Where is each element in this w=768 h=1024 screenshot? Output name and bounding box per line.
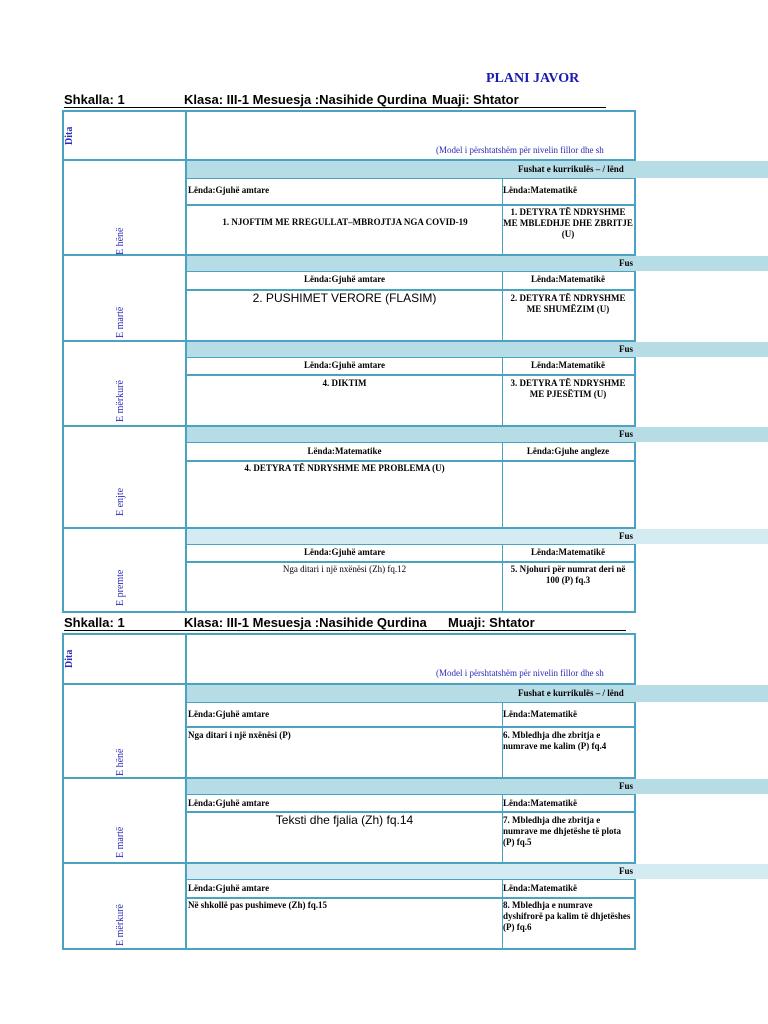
- header-underline: [64, 630, 626, 631]
- lesson-cell: Nga ditari i një nxënësi (P): [188, 730, 291, 740]
- day-label: E mërkurë: [115, 904, 126, 946]
- fushat-band: Fus: [187, 256, 768, 271]
- lesson-cell: 2. PUSHIMET VERORE (FLASIM): [252, 291, 437, 305]
- fushat-band: Fus: [187, 864, 768, 879]
- lesson-cell: 1. DETYRA TË NDRYSHME ME MBLEDHJE DHE ZBRITJE (U): [503, 207, 633, 239]
- day-label: E martë: [115, 826, 126, 858]
- header-underline: [64, 107, 606, 108]
- fushat-band: Fushat e kurrikulës – / lënd: [187, 685, 768, 702]
- lenda-label: Lënda:Gjuhë amtare: [303, 547, 386, 557]
- lenda-label: Lënda:Gjuhë amtare: [303, 274, 386, 284]
- day-label: E hënë: [115, 227, 126, 255]
- lenda-label: Lënda:Matematikë: [503, 185, 577, 195]
- day-label: E enjte: [115, 487, 126, 516]
- lenda-label: Lënda:Matematikë: [531, 547, 605, 557]
- lenda-label: Lënda:Matematikë: [503, 883, 577, 893]
- fushat-band: Fushat e kurrikulës – / lënd: [187, 161, 768, 178]
- fushat-band: Fus: [187, 342, 768, 357]
- lesson-cell: 6. Mbledhja dhe zbritja e numrave me kalim (P) fq.4: [503, 730, 607, 751]
- fushat-band: Fus: [187, 529, 768, 544]
- model-note: (Model i përshtatshëm për nivelin fillor dhe sh: [436, 668, 604, 678]
- header-shkalla: Shkalla: 1: [64, 92, 125, 107]
- lesson-cell: 7. Mbledhja dhe zbritja e numrave me dhjetëshe të plota (P) fq.5: [503, 815, 621, 847]
- header-shkalla: Shkalla: 1: [64, 615, 125, 630]
- lesson-cell: 1. NJOFTIM ME RREGULLAT–MBROJTJA NGA COVID-19: [222, 217, 468, 227]
- day-label: E premte: [115, 569, 126, 606]
- lenda-label: Lënda:Gjuhë amtare: [303, 360, 386, 370]
- header-klasa: Klasa: III-1 Mesuesja :Nasihide Qurdina: [184, 92, 427, 107]
- fushat-band: Fus: [187, 779, 768, 794]
- lenda-label: Lënda:Gjuhë amtare: [188, 185, 270, 195]
- lesson-cell: Në shkollë pas pushimeve (Zh) fq.15: [188, 900, 328, 910]
- day-label: E martë: [115, 306, 126, 338]
- lesson-cell: 2. DETYRA TË NDRYSHME ME SHUMËZIM (U): [510, 293, 626, 314]
- lenda-label: Lënda:Matematikë: [531, 360, 605, 370]
- lesson-cell: 3. DETYRA TË NDRYSHME ME PJESËTIM (U): [510, 378, 626, 399]
- header-klasa: Klasa: III-1 Mesuesja :Nasihide Qurdina: [184, 615, 427, 630]
- fushat-band: Fus: [187, 427, 768, 442]
- lesson-cell: 8. Mbledhja e numrave dyshifrorë pa kalim të dhjetëshes (P) fq.6: [503, 900, 631, 932]
- lesson-cell: Nga ditari i një nxënësi (Zh) fq.12: [282, 564, 407, 574]
- header-muaji: Muaji: Shtator: [432, 92, 519, 107]
- lesson-cell: 4. DIKTIM: [322, 378, 367, 388]
- dita-label: Dita: [64, 126, 75, 145]
- day-label: E hënë: [115, 748, 126, 776]
- lenda-label: Lënda:Matematikë: [531, 274, 605, 284]
- dita-label: Dita: [64, 649, 75, 668]
- lenda-label: Lënda:Gjuhë amtare: [188, 798, 270, 808]
- lenda-label: Lënda:Gjuhë amtare: [188, 883, 270, 893]
- day-label: E mërkurë: [115, 380, 126, 422]
- lesson-cell: Teksti dhe fjalia (Zh) fq.14: [275, 813, 414, 827]
- lesson-cell: 5. Njohuri për numrat deri në 100 (P) fq.3: [510, 564, 626, 585]
- lenda-label: Lënda:Matematikë: [503, 798, 577, 808]
- header-muaji: Muaji: Shtator: [448, 615, 535, 630]
- lesson-cell: 4. DETYRA TË NDRYSHME ME PROBLEMA (U): [244, 463, 445, 473]
- model-note: (Model i përshtatshëm për nivelin fillor dhe sh: [436, 145, 604, 155]
- page-title: PLANI JAVOR: [486, 71, 580, 86]
- lenda-label: Lënda:Gjuhë amtare: [188, 709, 270, 719]
- lenda-label: Lënda:Matematike: [307, 446, 382, 456]
- lenda-label: Lënda:Gjuhe angleze: [526, 446, 610, 456]
- lenda-label: Lënda:Matematikë: [503, 709, 577, 719]
